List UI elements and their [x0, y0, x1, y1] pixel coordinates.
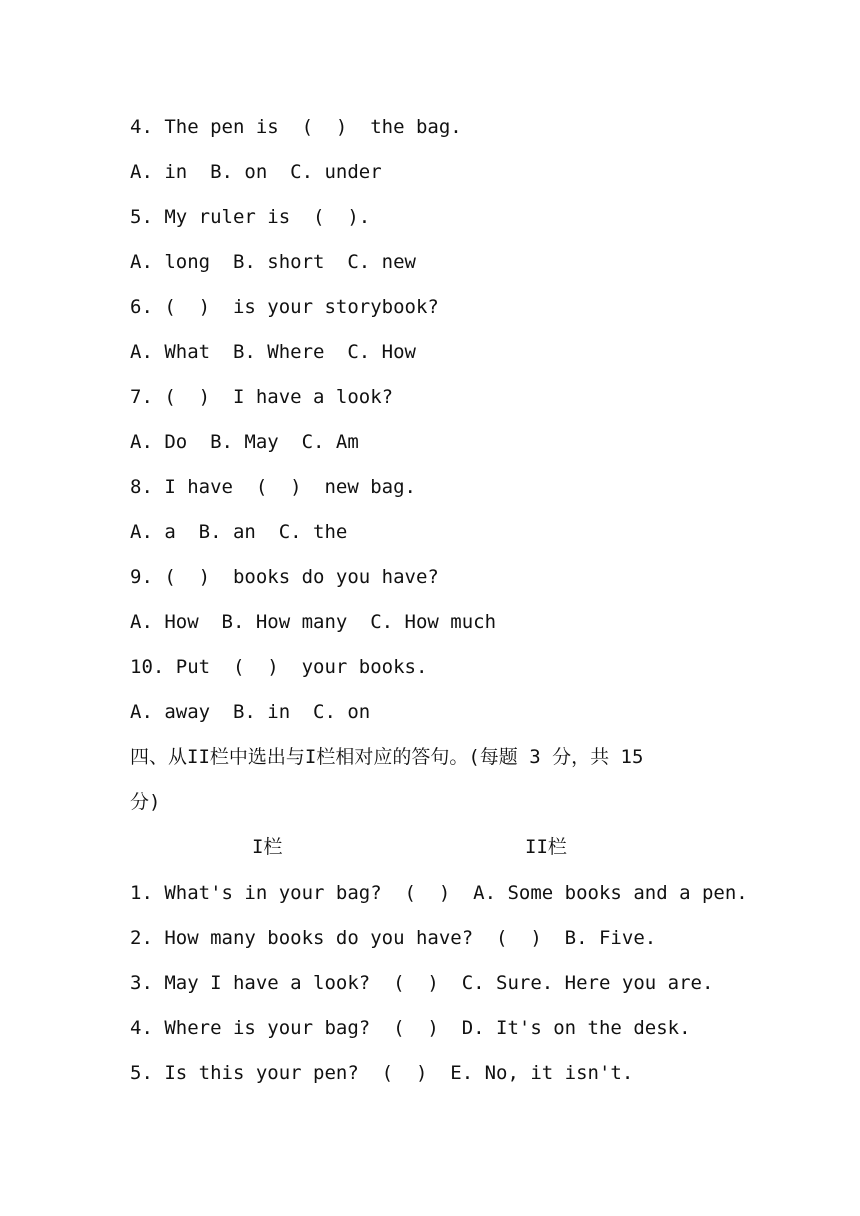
match-row: 1. What's in your bag? ( ) A. Some books and a pen. — [130, 882, 748, 904]
column-1-label: I栏 — [252, 836, 283, 858]
question-9-options: A. How B. How many C. How much — [130, 611, 497, 633]
column-2-label: II栏 — [525, 836, 567, 858]
question-5-options: A. long B. short C. new — [130, 251, 416, 273]
match-row: 3. May I have a look? ( ) C. Sure. Here you are. — [130, 972, 714, 994]
question-10-options: A. away B. in C. on — [130, 701, 371, 723]
question-9: 9. ( ) books do you have? — [130, 566, 439, 588]
question-6-options: A. What B. Where C. How — [130, 341, 416, 363]
question-8-options: A. a B. an C. the — [130, 521, 348, 543]
match-row: 4. Where is your bag? ( ) D. It's on the desk. — [130, 1017, 691, 1039]
question-6: 6. ( ) is your storybook? — [130, 296, 439, 318]
match-row: 5. Is this your pen? ( ) E. No, it isn't. — [130, 1062, 634, 1084]
question-7-options: A. Do B. May C. Am — [130, 431, 359, 453]
match-row: 2. How many books do you have? ( ) B. Five. — [130, 927, 657, 949]
question-5: 5. My ruler is ( ). — [130, 206, 371, 228]
section-4-heading-continued: 分) — [130, 791, 161, 813]
question-8: 8. I have ( ) new bag. — [130, 476, 416, 498]
question-7: 7. ( ) I have a look? — [130, 386, 394, 408]
question-4: 4. The pen is ( ) the bag. — [130, 116, 462, 138]
section-4-heading: 四、从II栏中选出与I栏相对应的答句。(每题 3 分，共 15 — [130, 746, 644, 768]
question-4-options: A. in B. on C. under — [130, 161, 382, 183]
question-10: 10. Put ( ) your books. — [130, 656, 428, 678]
